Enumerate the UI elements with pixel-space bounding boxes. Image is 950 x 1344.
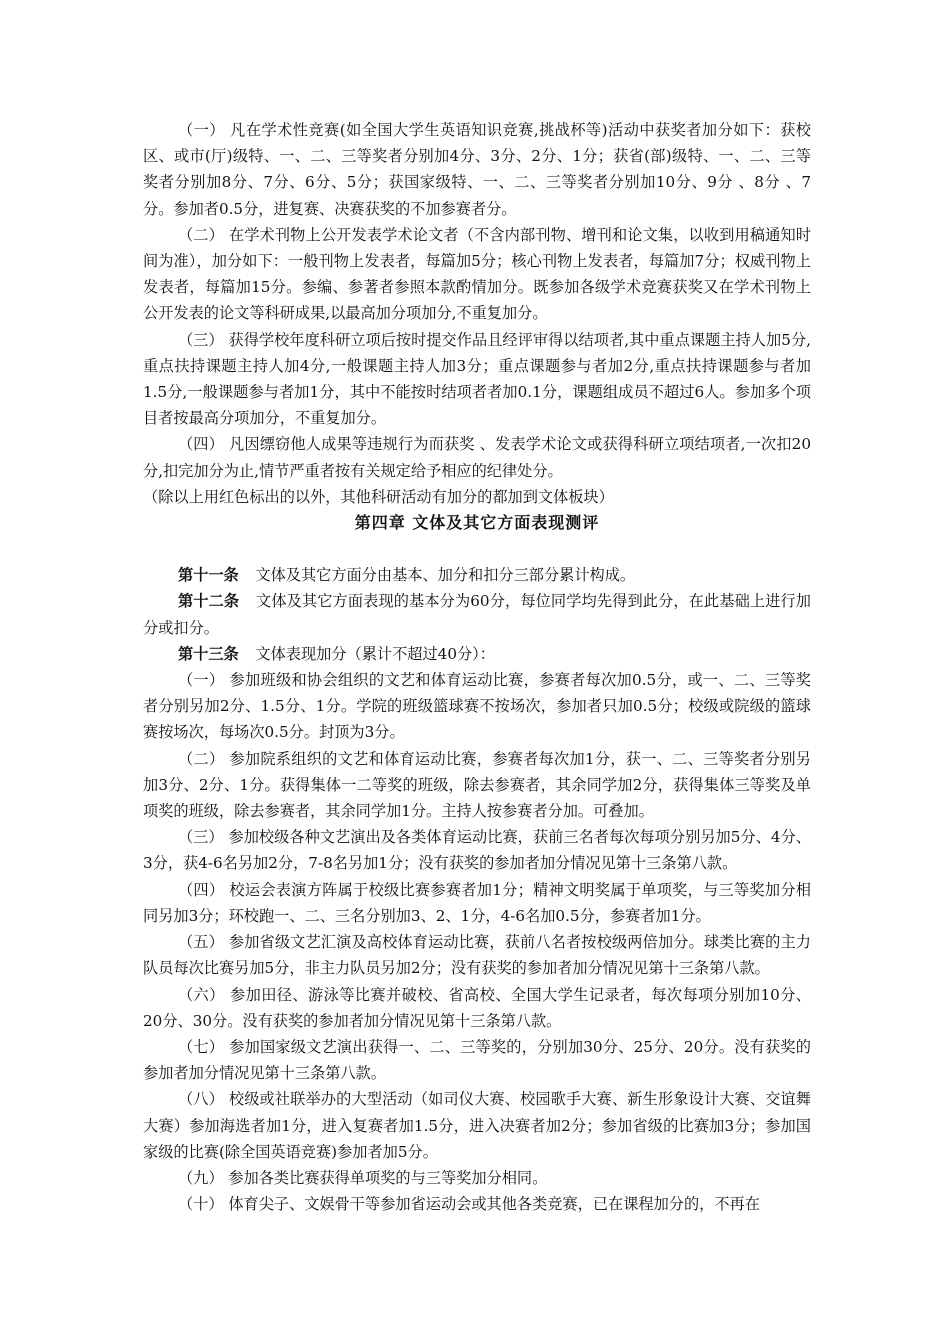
list-item-3: （三） 参加校级各种文艺演出及各类体育运动比赛，获前三名者每次每项分别另加5分、4分、3分，获4-6名另加2分，7-8名另加1分；没有获奖的参加者加分情况见第十三条第八款。 xyxy=(143,828,811,873)
list-item-5: （五） 参加省级文艺汇演及高校体育运动比赛，获前八名者按校级两倍加分。球类比赛的主力队员每次比赛另加5分，非主力队员另加2分；没有获奖的参加者加分情况见第十三条第八款。 xyxy=(143,933,811,978)
paragraph-academic-competition: （一） 凡在学术性竞赛(如全国大学生英语知识竞赛,挑战杯等)活动中获奖者加分如下：获校区、或市(厅)级特、一、二、三等奖者分别加4分、3分、2分、1分；获省(部)级特、一、二、三等奖者分别加8分、7分、6分、5分；获国家级特、一、二、三等奖者分别加10分、9分 、8分 、7分。参加者0.5分，进复赛、决赛获奖的不加参赛者分。 xyxy=(143,121,811,218)
list-item-8: （八） 校级或社联举办的大型活动（如司仪大赛、校园歌手大赛、新生形象设计大赛、交谊舞大赛）参加海选者加1分，进入复赛者加1.5分，进入决赛者加2分；参加省级的比赛加3分；参加国家级的比赛(除全国英语竞赛)参加者加5分。 xyxy=(143,1090,811,1161)
list-item-1: （一） 参加班级和协会组织的文艺和体育运动比赛，参赛者每次加0.5分，或一、二、三等奖者分别另加2分、1.5分、1分。学院的班级篮球赛不按场次，参加者只加0.5分；校级或院级的篮球赛按场次，每场次0.5分。封顶为3分。 xyxy=(143,671,811,742)
article-11-label: 第十一条 xyxy=(177,566,239,585)
paragraph-research-project: （三） 获得学校年度科研立项后按时提交作品且经评审得以结项者,其中重点课题主持人加5分,重点扶持课题主持人加4分,一般课题主持人加3分；重点课题参与者加2分,重点扶持课题参与者加1.5分,一般课题参与者加1分，其中不能按时结项者者加0.1分，课题组成员不超过6人。参加多个项目者按最高分项加分，不重复加分。 xyxy=(143,330,811,428)
spacer xyxy=(143,536,811,562)
list-item-4: （四） 校运会表演方阵属于校级比赛参赛者加1分；精神文明奖属于单项奖，与三等奖加分相同另加3分；环校跑一、二、三名分别加3、2、1分，4-6名加0.5分，参赛者加1分。 xyxy=(143,880,811,925)
article-11-text: 文体及其它方面分由基本、加分和扣分三部分累计构成。 xyxy=(255,566,636,585)
paragraph-plagiarism-penalty: （四） 凡因缥窃他人成果等违规行为而获奖 、发表学术论文或获得科研立项结项者,一次扣20分,扣完加分为止,情节严重者按有关规定给予相应的纪律处分。 xyxy=(143,435,811,480)
chapter-title: 第四章 文体及其它方面表现测评 xyxy=(354,513,600,533)
article-12 xyxy=(143,588,811,640)
list-item-2: （二） 参加院系组织的文艺和体育运动比赛，参赛者每次加1分，获一、二、三等奖者分别另加3分、2分、1分。获得集体一二等奖的班级，除去参赛者，其余同学加2分，获得集体三等奖及单项奖的班级，除去参赛者，其余同学加1分。主持人按参赛者分加。可叠加。 xyxy=(143,749,811,821)
document-page xyxy=(143,117,811,1217)
article-13-label: 第十三条 xyxy=(177,644,239,663)
list-item-7: （七） 参加国家级文艺演出获得一、二、三等奖的，分别加30分、25分、20分。没有获奖的参加者加分情况见第十三条第八款。 xyxy=(143,1037,811,1083)
article-12-text: 文体及其它方面表现的基本分为60分，每位同学均先得到此分，在此基础上进行加分或扣分。 xyxy=(143,592,811,637)
paragraph-paper-publication: （二） 在学术刊物上公开发表学术论文者（不含内部刊物、增刊和论文集，以收到用稿通知时间为准），加分如下：一般刊物上发表者，每篇加5分；核心刊物上发表者，每篇加7分；权威刊物上发表者，每篇加15分。参编、参著者参照本款酌情加分。既参加各级学术竞赛获奖又在学术刊物上公开发表的论文等科研成果,以最高加分项加分,不重复加分。 xyxy=(143,225,811,323)
list-item-9: （九） 参加各类比赛获得单项奖的与三等奖加分相同。 xyxy=(177,1168,548,1187)
list-item-10: （十） 体育尖子、文娱骨干等参加省运动会或其他各类竞赛，已在课程加分的，不再在 xyxy=(177,1195,760,1214)
article-12-label: 第十二条 xyxy=(177,592,240,611)
article-13-text: 文体表现加分（累计不超过40分）： xyxy=(255,644,495,663)
article-13 xyxy=(143,641,811,667)
article-11 xyxy=(143,562,811,588)
note-red-marked: （除以上用红色标出的以外，其他科研活动有加分的都加到文体板块） xyxy=(143,487,614,506)
list-item-6: （六） 参加田径、游泳等比赛并破校、省高校、全国大学生记录者，每次每项分别加10分、20分、30分。没有获奖的参加者加分情况见第十三条第八款。 xyxy=(143,985,811,1030)
